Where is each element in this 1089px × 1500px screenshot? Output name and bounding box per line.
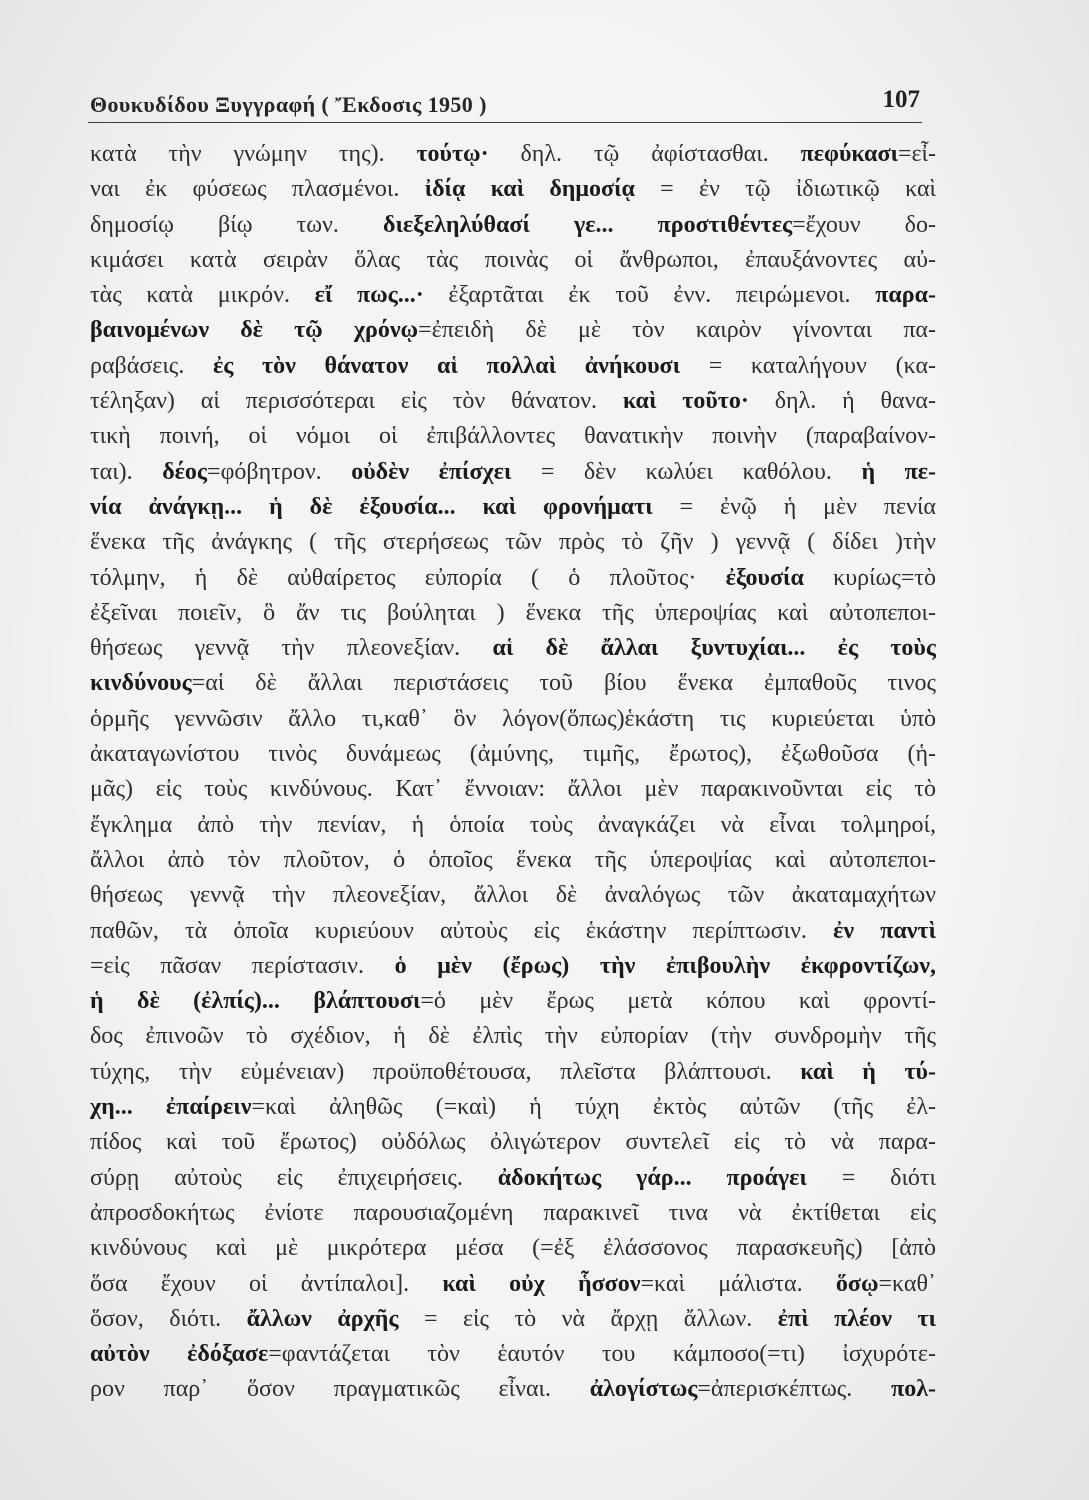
gloss-text: ἐξεῖναι ποιεῖν, ὃ ἄν τις βούληται ) ἕνεκα τῆς ὑπεροψίας καὶ αὐτοπεποι- — [90, 599, 936, 626]
gloss-text: = ἐν τῷ ἰδιωτικῷ καὶ — [634, 176, 936, 203]
gloss-text: = δὲν κωλύει καθόλου. — [511, 458, 862, 485]
text-line — [90, 843, 936, 878]
text-line — [90, 1090, 936, 1125]
gloss-text: ἄλλοι ἀπὸ τὸν πλοῦτον, ὁ ὁποῖος ἕνεκα τῆς ὑπεροψίας καὶ αὐτοπεποι- — [90, 846, 936, 873]
lemma-text: ἐπὶ πλέον τι — [777, 1305, 936, 1332]
text-line — [90, 278, 936, 313]
text-line — [90, 1372, 936, 1407]
gloss-text: κινδύνους καὶ μὲ μικρότερα μέσα (=ἐξ ἐλάσσονος παρασκευῆς) [ἀπὸ — [90, 1235, 936, 1262]
gloss-text: τέληξαν) αἱ περισσότεραι εἰς τὸν θάνατον. — [90, 388, 623, 415]
gloss-text: ὁρμῆς γεννῶσιν ἄλλο τι,καθ᾿ ὃν λόγον(ὅπως)ἑκάστη τις κυριεύεται ὑπὸ — [90, 705, 936, 732]
lemma-text: ἰδίᾳ καὶ δημοσίᾳ — [424, 176, 635, 203]
text-line — [90, 384, 936, 419]
lemma-text: ἐξουσία — [725, 564, 804, 591]
gloss-text: =ἔχουν δο- — [792, 211, 936, 238]
text-line — [90, 490, 936, 525]
lemma-text: ὅσῳ — [835, 1270, 879, 1297]
gloss-text: σύρῃ αὐτοὺς εἰς ἐπιχειρήσεις. — [90, 1164, 498, 1191]
lemma-text: κινδύνους — [90, 670, 192, 697]
text-line — [90, 1196, 936, 1231]
text-line — [90, 349, 936, 384]
lemma-text: νία ἀνάγκῃ... ἡ δὲ ἐξουσία... καὶ φρονήματι — [90, 493, 653, 520]
gloss-text: =καὶ μάλιστα. — [640, 1270, 836, 1297]
gloss-text: =ἐπειδὴ δὲ μὲ τὸν καιρὸν γίνονται πα- — [418, 317, 936, 344]
lemma-text: ἐν παντὶ — [833, 917, 936, 944]
gloss-text: =αἱ δὲ ἄλλαι περιστάσεις τοῦ βίου ἕνεκα ἐμπαθοῦς τινος — [191, 670, 936, 697]
gloss-text: = εἰς τὸ νὰ ἄρχῃ ἄλλων. — [398, 1305, 778, 1332]
gloss-text: = ἐνῷ ἡ μὲν πενία — [652, 493, 936, 520]
text-line — [90, 949, 936, 984]
gloss-text: τικὴ ποινή, οἱ νόμοι οἱ ἐπιβάλλοντες θανατικὴν ποινὴν (παραβαίνον- — [90, 423, 936, 450]
text-line — [90, 984, 936, 1019]
lemma-text: ἀδοκήτως γάρ... προάγει — [497, 1164, 807, 1191]
lemma-text: τούτῳ· — [416, 141, 489, 167]
text-line — [90, 666, 936, 701]
lemma-text: καὶ τοῦτο· — [622, 388, 749, 415]
gloss-text: ἔγκλημα ἀπὸ τὴν πενίαν, ἡ ὁποία τοὺς ἀναγκάζει νὰ εἶναι τολμηροί, — [90, 811, 936, 838]
text-line — [90, 1302, 936, 1337]
gloss-text: δηλ. τῷ ἀφίστασθαι. — [488, 141, 801, 167]
lemma-text: ἐς τὸν θάνατον αἱ πολλαὶ ἀνήκουσι — [212, 352, 681, 379]
text-line — [90, 878, 936, 913]
gloss-text: δος ἐπινοῶν τὸ σχέδιον, ἡ δὲ ἐλπὶς τὴν εὐπορίαν (τὴν συνδρομὴν τῆς — [90, 1023, 936, 1050]
text-line — [90, 243, 936, 278]
page-number: 107 — [882, 86, 920, 113]
lemma-text: ἡ πε- — [861, 458, 936, 485]
gloss-text: τόλμην, ἡ δὲ αὐθαίρετος εὐπορία ( ὁ πλοῦτος· — [90, 564, 726, 591]
lemma-text: παρα- — [875, 282, 936, 309]
text-line — [90, 419, 936, 454]
gloss-text: θήσεως γεννᾷ τὴν πλεονεξίαν. — [90, 635, 493, 662]
text-line — [90, 1161, 936, 1196]
gloss-text: =εἶ- — [897, 141, 936, 167]
lemma-text: αἱ δὲ ἄλλαι ξυντυχίαι... ἐς τοὺς — [492, 635, 936, 662]
text-line — [90, 172, 936, 207]
lemma-text: οὐδὲν ἐπίσχει — [351, 458, 512, 485]
gloss-text: = διότι — [806, 1164, 936, 1191]
gloss-text: ἕνεκα τῆς ἀνάγκης ( τῆς στερήσεως τῶν πρὸς τὸ ζῆν ) γεννᾷ ( δίδει )τὴν — [90, 529, 936, 556]
gloss-text: =καθ᾿ — [878, 1270, 936, 1297]
gloss-text: ἀκαταγωνίστου τινὸς δυνάμεως (ἀμύνης, τιμῆς, ἔρωτος), ἐξωθοῦσα (ἡ- — [90, 741, 936, 768]
text-line — [90, 1231, 936, 1266]
text-line — [90, 772, 936, 807]
gloss-text: θήσεως γεννᾷ τὴν πλεονεξίαν, ἄλλοι δὲ ἀναλόγως τῶν ἀκαταμαχήτων — [90, 882, 936, 909]
lemma-text: αὐτὸν ἐδόξασε — [90, 1341, 269, 1368]
gloss-text: ται). — [90, 458, 163, 485]
text-line — [90, 313, 936, 348]
lemma-text: καὶ ἡ τύ- — [800, 1058, 936, 1085]
gloss-text: τὰς κατὰ μικρόν. — [90, 282, 315, 309]
gloss-text: ναι ἐκ φύσεως πλασμένοι. — [90, 176, 425, 203]
gloss-text: ραβάσεις. — [90, 352, 213, 379]
gloss-text: ὅσα ἔχουν οἱ ἀντίπαλοι]. — [90, 1270, 443, 1297]
text-line — [90, 737, 936, 772]
gloss-text: δηλ. ἡ θανα- — [748, 388, 936, 415]
gloss-text: κυρίως=τὸ — [803, 564, 936, 591]
gloss-text: = καταλήγουν (κα- — [680, 352, 936, 379]
text-line — [90, 208, 936, 243]
lemma-text: πολ- — [891, 1376, 936, 1403]
lemma-text: χη... ἐπαίρειν — [90, 1094, 252, 1121]
text-line — [90, 1055, 936, 1090]
lemma-text: ἄλλων ἀρχῆς — [246, 1305, 399, 1332]
lemma-text: καὶ οὐχ ἧσσον — [442, 1270, 641, 1297]
lemma-text: βαινομένων δὲ τῷ χρόνῳ — [90, 317, 419, 344]
lemma-text: πεφύκασι — [800, 141, 898, 167]
lemma-text: ὁ μὲν (ἔρως) τὴν ἐπιβουλὴν ἐκφροντίζων, — [394, 952, 936, 979]
text-line — [90, 525, 936, 560]
gloss-text: μᾶς) εἰς τοὺς κινδύνους. Κατ᾿ ἔννοιαν: ἄλλοι μὲν παρακινοῦνται εἰς τὸ — [90, 776, 936, 803]
text-line — [90, 1125, 936, 1160]
lemma-text: εἴ πως...· — [314, 282, 424, 309]
gloss-text: =φόβητρον. — [207, 458, 352, 485]
gloss-text: =ἀπερισκέπτως. — [697, 1376, 892, 1403]
gloss-text: ἐξαρτᾶται ἐκ τοῦ ἐνν. πειρώμενοι. — [423, 282, 876, 309]
lemma-text: διεξεληλύθασί γε... προστιθέντες — [383, 211, 793, 238]
text-line — [90, 1267, 936, 1302]
lemma-text: ἡ δὲ (ἐλπίς)... βλάπτουσι — [90, 988, 421, 1015]
text-line — [90, 1019, 936, 1054]
gloss-text: κατὰ τὴν γνώμην της). — [90, 141, 417, 167]
running-header — [88, 84, 922, 123]
gloss-text: =φαντάζεται τὸν ἑαυτόν του κάμποσο(=τι) ἰσχυρότε- — [268, 1341, 936, 1368]
gloss-text: κιμάσει κατὰ σειρὰν ὅλας τὰς ποινὰς οἱ ἄνθρωποι, ἐπαυξάνοντες αὐ- — [90, 246, 936, 273]
text-line — [90, 808, 936, 843]
gloss-text: =καὶ ἀληθῶς (=καὶ) ἡ τύχη ἐκτὸς αὐτῶν (τῆς ἐλ- — [251, 1094, 936, 1121]
gloss-text: =ὁ μὲν ἔρως μετὰ κόπου καὶ φροντί- — [420, 988, 936, 1015]
body-text — [90, 137, 936, 1408]
gloss-text: δημοσίῳ βίῳ των. — [90, 211, 384, 238]
text-line — [90, 596, 936, 631]
text-line — [90, 561, 936, 596]
gloss-text: ὅσον, διότι. — [90, 1305, 247, 1332]
lemma-text: ἀλογίστως — [589, 1376, 698, 1403]
gloss-text: =εἰς πᾶσαν περίστασιν. — [90, 952, 395, 979]
gloss-text: ἀπροσδοκήτως ἐνίοτε παρουσιαζομένη παρακινεῖ τινα νὰ ἐκτίθεται εἰς — [90, 1199, 936, 1226]
text-line — [90, 455, 936, 490]
running-title: Θουκυδίδου Ξυγγραφή ( Ἔκδοσις 1950 ) — [90, 92, 487, 117]
text-line — [90, 631, 936, 666]
gloss-text: ρον παρ᾿ ὅσον πραγματικῶς εἶναι. — [90, 1376, 590, 1403]
text-line — [90, 1337, 936, 1372]
gloss-text: παθῶν, τὰ ὁποῖα κυριεύουν αὐτοὺς εἰς ἑκάστην περίπτωσιν. — [90, 917, 834, 944]
lemma-text: δέος — [162, 458, 208, 485]
gloss-text: τύχης, τὴν εὐμένειαν) προϋποθέτουσα, πλεῖστα βλάπτουσι. — [90, 1058, 801, 1085]
text-line — [90, 137, 936, 172]
text-line — [90, 914, 936, 949]
gloss-text: πίδος καὶ τοῦ ἔρωτος) οὐδόλως ὀλιγώτερον συντελεῖ εἰς τὸ νὰ παρα- — [90, 1129, 936, 1156]
text-line — [90, 702, 936, 737]
